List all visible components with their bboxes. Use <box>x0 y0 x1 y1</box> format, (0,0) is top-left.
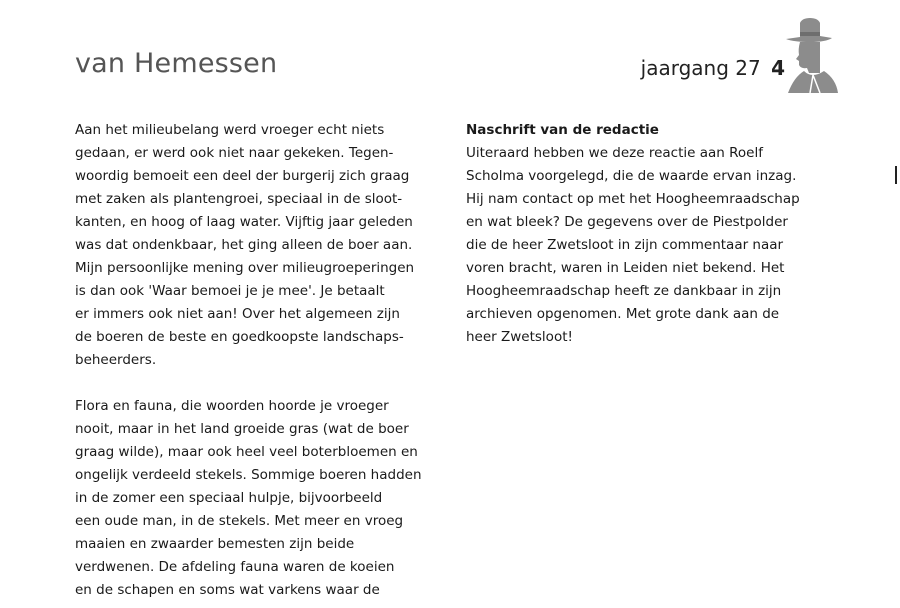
man-with-hat-silhouette-icon <box>780 15 840 95</box>
text-line: verdwenen. De afdeling fauna waren de koeien <box>75 559 395 575</box>
text-cursor <box>895 166 897 184</box>
text-line: archieven opgenomen. Met grote dank aan de <box>466 306 780 322</box>
text-line: de boeren de beste en goedkoopste landschaps- <box>75 329 404 345</box>
text-line: heer Zwetsloot! <box>466 329 573 345</box>
text-line: Scholma voorgelegd, die de waarde ervan inzag. <box>466 168 797 184</box>
text-line: ongelijk verdeeld stekels. Sommige boeren hadden <box>75 467 422 483</box>
text-line: in de zomer een speciaal hulpje, bijvoorbeeld <box>75 490 383 506</box>
text-line: gedaan, er werd ook niet naar gekeken. Tegen- <box>75 145 394 161</box>
text-line: met zaken als plantengroei, speciaal in de sloot- <box>75 191 403 207</box>
paragraph <box>75 395 435 602</box>
page-number: 4 <box>771 56 785 80</box>
text-line: Flora en fauna, die woorden hoorde je vroeger <box>75 398 389 414</box>
text-line: en de schapen en soms wat varkens waar de <box>75 582 380 598</box>
publication-title: van Hemessen <box>75 48 278 79</box>
text-line: Hoogheemraadschap heeft ze dankbaar in zijn <box>466 283 782 299</box>
volume-label: jaargang 27 <box>640 56 761 80</box>
text-line: beheerders. <box>75 352 157 368</box>
text-line: graag wilde), maar ook heel veel boterbloemen en <box>75 444 418 460</box>
text-line: een oude man, in de stekels. Met meer en vroeg <box>75 513 404 529</box>
text-line: kanten, en hoog of laag water. Vijftig jaar geleden <box>75 214 413 230</box>
paragraph <box>75 119 435 372</box>
text-line: er immers ook niet aan! Over het algemeen zijn <box>75 306 400 322</box>
section-heading: Naschrift van de redactie <box>466 122 659 138</box>
text-line: nooit, maar in het land groeide gras (wat de boer <box>75 421 409 437</box>
paragraph-spacer <box>75 372 435 395</box>
issue-info <box>641 56 785 80</box>
text-line: is dan ook 'Waar bemoei je je mee'. Je betaalt <box>75 283 385 299</box>
text-line: Uiteraard hebben we deze reactie aan Roelf <box>466 145 763 161</box>
text-line: Aan het milieubelang werd vroeger echt niets <box>75 122 385 138</box>
text-line: Hij nam contact op met het Hoogheemraadschap <box>466 191 800 207</box>
text-line: maaien en zwaarder bemesten zijn beide <box>75 536 355 552</box>
text-line: die de heer Zwetsloot in zijn commentaar naar <box>466 237 784 253</box>
text-line: en wat bleek? De gegevens over de Piestpolder <box>466 214 788 230</box>
text-line: voren bracht, waren in Leiden niet bekend. Het <box>466 260 785 276</box>
text-line: woordig bemoeit een deel der burgerij zich graag <box>75 168 410 184</box>
article-column-left <box>75 119 435 602</box>
article-column-right <box>466 119 826 349</box>
text-line: was dat ondenkbaar, het ging alleen de boer aan. <box>75 237 413 253</box>
text-line: Mijn persoonlijke mening over milieugroeperingen <box>75 260 415 276</box>
